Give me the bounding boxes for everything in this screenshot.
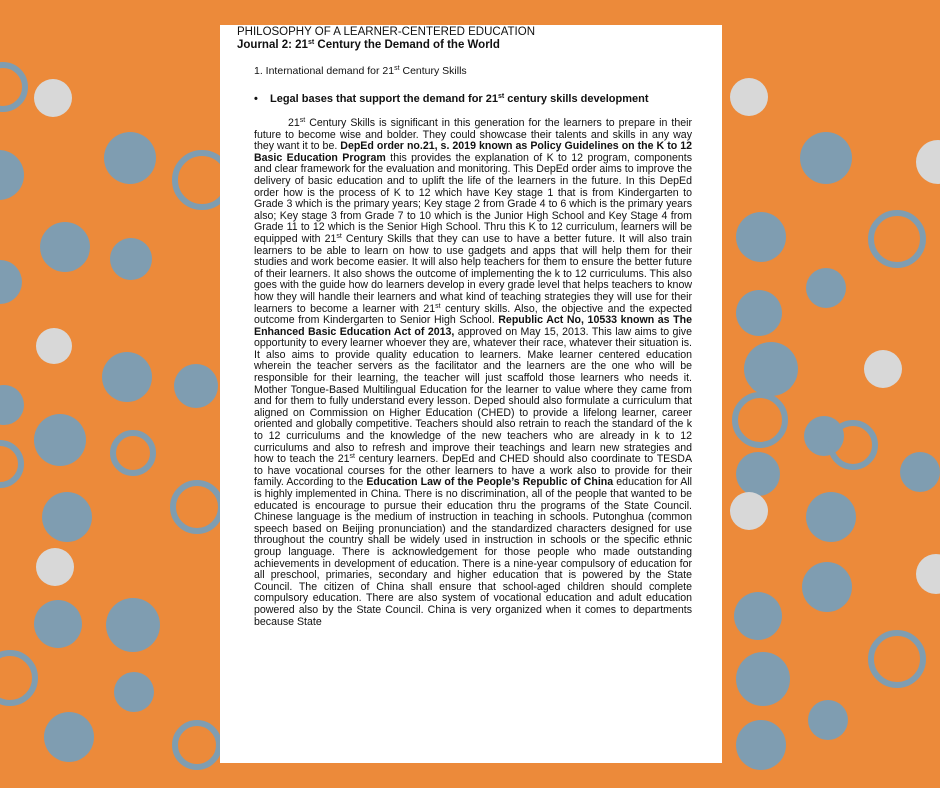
decor-dot xyxy=(106,598,160,652)
body-bold-segment: Education Law of the People’s Republic of China xyxy=(366,476,614,489)
body-text-segment: 21 xyxy=(288,117,300,129)
journal-heading-sup: st xyxy=(307,39,315,46)
decor-dot xyxy=(34,414,86,466)
decor-dot xyxy=(916,140,940,184)
numbered-item-sup: st xyxy=(394,65,400,72)
journal-heading-prefix: Journal 2: 21 xyxy=(237,39,308,51)
decor-dot xyxy=(174,364,218,408)
decor-dot xyxy=(802,562,852,612)
decor-dot xyxy=(104,132,156,184)
decor-dot xyxy=(730,78,768,116)
decor-dot xyxy=(736,212,786,262)
body-sup: st xyxy=(299,117,306,124)
body-bold-segment: Republic Act No, 10533 known as The Enhanced Basic Education Act of 2013, xyxy=(254,314,692,338)
decor-dot xyxy=(734,592,782,640)
decor-dot xyxy=(40,222,90,272)
body-text-segment: Century Skills is significant in this generation for the learners to prepare in their future to become wise and bolder. They could showcase their talents and skills in any way they want it to be. xyxy=(254,117,692,153)
decor-dot xyxy=(736,652,790,706)
decor-dot xyxy=(34,600,82,648)
decor-dot xyxy=(864,350,902,388)
document-page xyxy=(220,25,722,763)
body-bold-segment: DepEd order no.21, s. 2019 known as Policy Guidelines on the K to 12 Basic Education Program xyxy=(254,140,692,164)
decor-ring xyxy=(172,720,222,770)
decor-dot xyxy=(736,290,782,336)
numbered-item-suffix: Century Skills xyxy=(399,65,467,77)
numbered-item xyxy=(254,65,692,77)
body-text-segment: century skills. Also, the objective and the expected outcome from Kindergarten to Senior High School. xyxy=(254,302,692,327)
decor-dot xyxy=(102,352,152,402)
decor-dot xyxy=(916,554,940,594)
document-title: PHILOSOPHY OF A LEARNER-CENTERED EDUCATION xyxy=(237,26,535,38)
decor-dot xyxy=(806,492,856,542)
decor-dot xyxy=(36,548,74,586)
journal-heading-suffix: Century the Demand of the World xyxy=(314,39,500,51)
bullet-marker: • xyxy=(254,93,258,105)
decor-dot xyxy=(36,328,72,364)
decor-dot xyxy=(744,342,798,396)
decor-ring xyxy=(828,420,878,470)
decor-dot xyxy=(34,79,72,117)
bullet-heading-prefix: Legal bases that support the demand for 21 xyxy=(270,93,498,105)
decor-ring xyxy=(0,440,24,488)
decor-dot xyxy=(44,712,94,762)
body-text-segment: education for All is highly implemented in China. There is no discrimination, all of the people that wanted to be educated is encourage to pursue their education thru the programs of the State Council. Chinese language is the medium of instruction in teaching in schools. Putonghua (common speech based on Beijing pronunciation) and the standardized characters designed for use throughout the country shall be widely used in instruction in schools or the specific ethnic group language. There is acknowledgement for those people who made outstanding achievements in development of education. There is a nine-year compulsory of education for all preschool, primaries, secondary and higher education that is powered by the State Council. The citizen of China shall ensure that school-aged children should complete compulsory education. There are also system of vocational education and adult education powered also by the State Council. China is very organized when it comes to departments because State xyxy=(254,476,692,628)
bullet-heading-sup: st xyxy=(498,93,505,100)
bullet-heading-suffix: century skills development xyxy=(504,93,649,105)
body-text-segment: this provides the explanation of K to 12 program, components and clear framework for the evaluation and monitoring. This DepEd order aims to improve the delivery of basic education and to uplift the life of the learners in the future. In this DepEd order how is the process of K to 12 which have Key stage 1 that is from Kindergarten to Grade 3 which is the primary years; Key stage 2 from Grade 4 to 6 which is the primary years also; Key stage 3 from Grade 7 to 10 which is the Junior High School and Key Stage 4 from Grade 11 to 12 which is the Senior High School. Thru this K to 12 curriculum, learners will be equipped with 21 xyxy=(254,151,692,245)
decor-dot xyxy=(730,492,768,530)
decor-dot xyxy=(110,238,152,280)
body-text-segment: Century Skills that they can use to have a better future. It will also train learners to be able to learn on how to use gadgets and apps that will help them for their studies and work become easier. It will also help teachers for them to ensure the better future of their learners. It also shows the outcome of implementing the k to 12 curriculums. This also goes with the guide how do learners develop in every grade level that helps teachers to know how they will handle their learners and what kind of teaching strategies they will use for their learners to become a learner with 21 xyxy=(254,232,692,315)
decor-dot xyxy=(808,700,848,740)
decor-dot xyxy=(42,492,92,542)
body-paragraph xyxy=(254,118,692,628)
decor-dot xyxy=(736,720,786,770)
body-text-segment: approved on May 15, 2013. This law aims to give opportunity to every learner whoever they are, whatever their race, whatever their situation is. It also aims to provide quality education to learners. Make learner centered education wherein the teacher servers as the facilitator and the learners are the one who will be responsible for their learning, the teacher will just scaffold those learners who needs it. Mother Tongue-Based Multilingual Education for the learner to value where they came from and for them to fully understand every lesson. Deped should also formulate a curriculum that aligned on Commission on Higher Education (CHED) to provide a lifelong learner, career oriented and globally competitive. Teachers should also retrain to reach the standard of the k to 12 curriculums and the knowledge of the new teachers who are already in k to 12 curriculums and also to refresh and improve their teachings and learn new strategies and how to teach the 21 xyxy=(254,325,692,466)
decor-ring xyxy=(868,630,926,688)
decor-dot xyxy=(900,452,940,492)
body-text-segment: century learners. DepEd and CHED should also coordinate to TESDA to have vocational courses for the other learners to have a work also to provide for their family. According to the xyxy=(254,453,693,489)
bullet-heading xyxy=(254,93,692,106)
decor-dot xyxy=(806,268,846,308)
decor-dot xyxy=(0,260,22,304)
decor-ring xyxy=(110,430,156,476)
decor-ring xyxy=(0,62,28,112)
decor-ring xyxy=(170,480,224,534)
decor-dot xyxy=(0,385,24,425)
decor-ring xyxy=(0,650,38,706)
decor-dot xyxy=(0,150,24,200)
decor-ring xyxy=(732,392,788,448)
decor-dot xyxy=(114,672,154,712)
decor-dot xyxy=(736,452,780,496)
decor-ring xyxy=(868,210,926,268)
numbered-item-prefix: 1. International demand for 21 xyxy=(254,65,395,77)
decor-dot xyxy=(800,132,852,184)
body-sup: st xyxy=(336,232,342,240)
body-sup: st xyxy=(435,302,441,310)
body-sup: st xyxy=(349,453,355,461)
journal-heading xyxy=(237,39,675,52)
